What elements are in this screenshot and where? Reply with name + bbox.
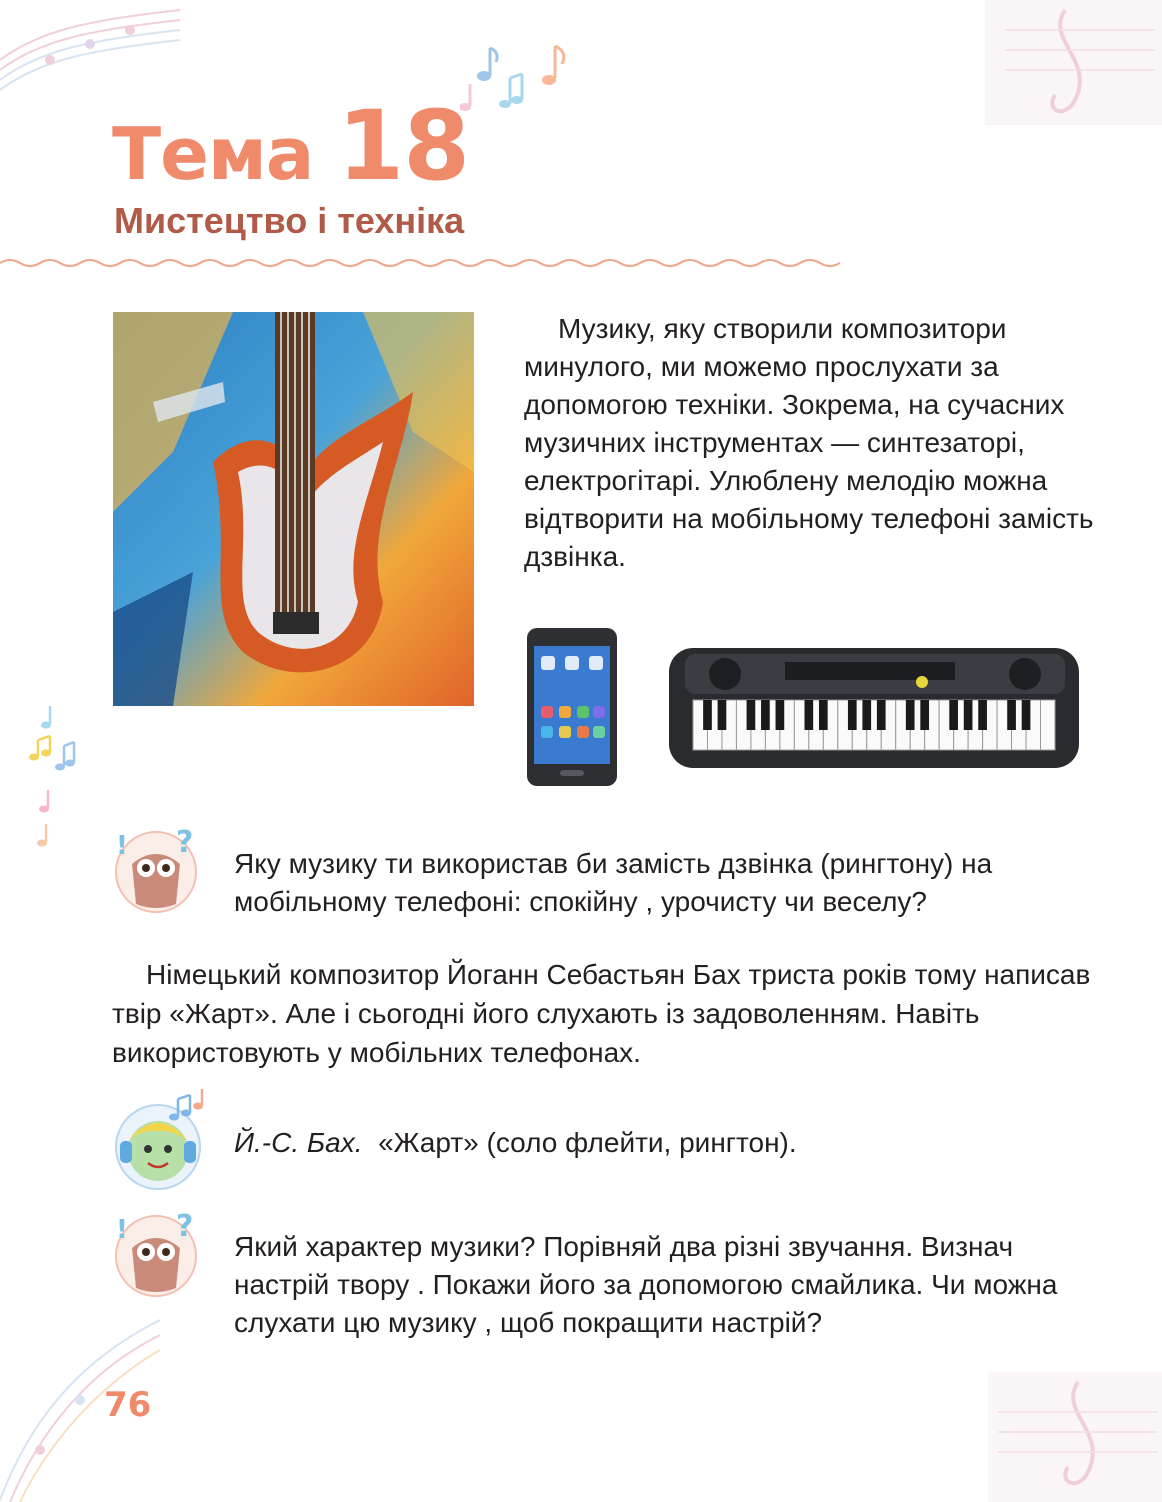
topic-title: [112, 90, 469, 202]
intro-paragraph: Музику, яку створили композитори минулого, ми можемо прослухати за допомогою техніки. Зокрема, на сучасних музичних інструментах — синтезаторі, електрогітарі. Улюблену мелодію можна відтворити на мобільному телефоні замість дзвінка.: [524, 313, 1094, 572]
svg-text:!: !: [116, 1215, 128, 1245]
owl-question-icon: [112, 824, 204, 916]
topic-number: 18: [337, 90, 469, 202]
wavy-divider: [0, 253, 840, 273]
music-staff-decoration-bottom-right: [988, 1372, 1162, 1502]
composer-name: Й.-С. Бах.: [234, 1127, 363, 1158]
page-number: 76: [104, 1385, 152, 1425]
svg-text:?: ?: [176, 825, 194, 860]
svg-text:?: ?: [176, 1209, 194, 1244]
guitar-painting-image: [113, 312, 474, 706]
work-title: «Жарт» (соло флейти, рингтон).: [378, 1127, 797, 1158]
svg-text:!: !: [116, 831, 128, 861]
smartphone-image: [525, 626, 620, 788]
topic-word: Тема: [112, 112, 314, 196]
listening-assignment: [234, 1124, 797, 1162]
question-ringtone: Яку музику ти використав би замість дзвінка (рингтону) на мобільному телефоні: спокійну , урочисту чи веселу?: [234, 848, 993, 917]
topic-subtitle: Мистецтво і техніка: [114, 200, 465, 241]
synthesizer-image: [665, 640, 1085, 774]
bach-paragraph: Німецький композитор Йоганн Себастьян Бах триста років тому написав твір «Жарт». Але і сьогодні його слухають із задоволенням. Навіть використовують у мобільних телефонах.: [112, 959, 1091, 1068]
music-notes-icon: [460, 38, 580, 118]
owl-question-icon-2: [112, 1208, 204, 1300]
music-notes-icon-side: [28, 700, 88, 850]
listening-child-icon: [112, 1085, 212, 1193]
question-character: Який характер музики? Порівняй два різні звучання. Визнач настрій твору . Покажи його за допомогою смайлика. Чи можна слухати цю музику , щоб покращити настрій?: [234, 1231, 1058, 1338]
music-staff-decoration-top-right: [985, 0, 1162, 125]
